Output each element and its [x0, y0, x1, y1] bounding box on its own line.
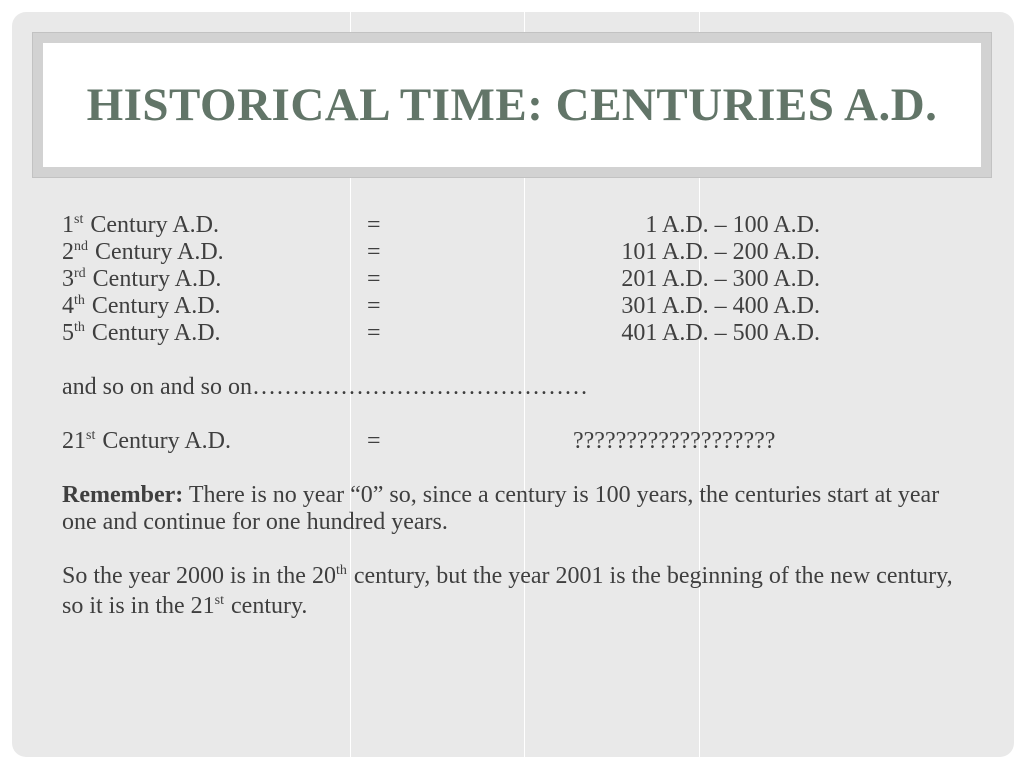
century-range: 201 A.D. – 300 A.D.	[621, 266, 820, 292]
century-row	[62, 293, 982, 320]
century-row	[62, 239, 982, 266]
remember-label: Remember:	[62, 482, 184, 508]
century-row-21	[62, 428, 982, 455]
equals-sign: =	[367, 239, 381, 265]
equals-sign: =	[367, 212, 381, 238]
century-name: 2nd Century A.D.	[62, 239, 224, 265]
title-frame	[32, 32, 992, 178]
remember-paragraph	[62, 482, 967, 536]
century-name: 5th Century A.D.	[62, 320, 221, 346]
century-row	[62, 212, 982, 239]
slide-title: HISTORICAL TIME: CENTURIES A.D.	[86, 79, 938, 131]
century-range: ???????????????????	[573, 428, 776, 454]
remember-text: There is no year “0” so, since a century is 100 years, the centuries start at year one and continue for one hundred years.	[62, 482, 940, 535]
equals-sign: =	[367, 428, 381, 454]
century-range: 401 A.D. – 500 A.D.	[621, 320, 820, 346]
century-name: 3rd Century A.D.	[62, 266, 222, 292]
slide-body	[62, 212, 982, 623]
century-range: 101 A.D. – 200 A.D.	[621, 239, 820, 265]
title-box	[43, 43, 981, 167]
century-row	[62, 266, 982, 293]
century-range: 301 A.D. – 400 A.D.	[621, 293, 820, 319]
century-table	[62, 212, 982, 347]
year-note-paragraph: So the year 2000 is in the 20th century, but the year 2001 is the beginning of the new century, so it is in the 21st century.	[62, 563, 953, 619]
continuation-line: and so on and so on……………………………………	[62, 374, 588, 400]
equals-sign: =	[367, 266, 381, 292]
century-name: 4th Century A.D.	[62, 293, 221, 319]
slide	[12, 12, 1014, 757]
century-name: 21st Century A.D.	[62, 428, 232, 454]
equals-sign: =	[367, 320, 381, 346]
equals-sign: =	[367, 293, 381, 319]
century-range: 1 A.D. – 100 A.D.	[645, 212, 820, 238]
century-name: 1st Century A.D.	[62, 212, 220, 238]
century-row	[62, 320, 982, 347]
